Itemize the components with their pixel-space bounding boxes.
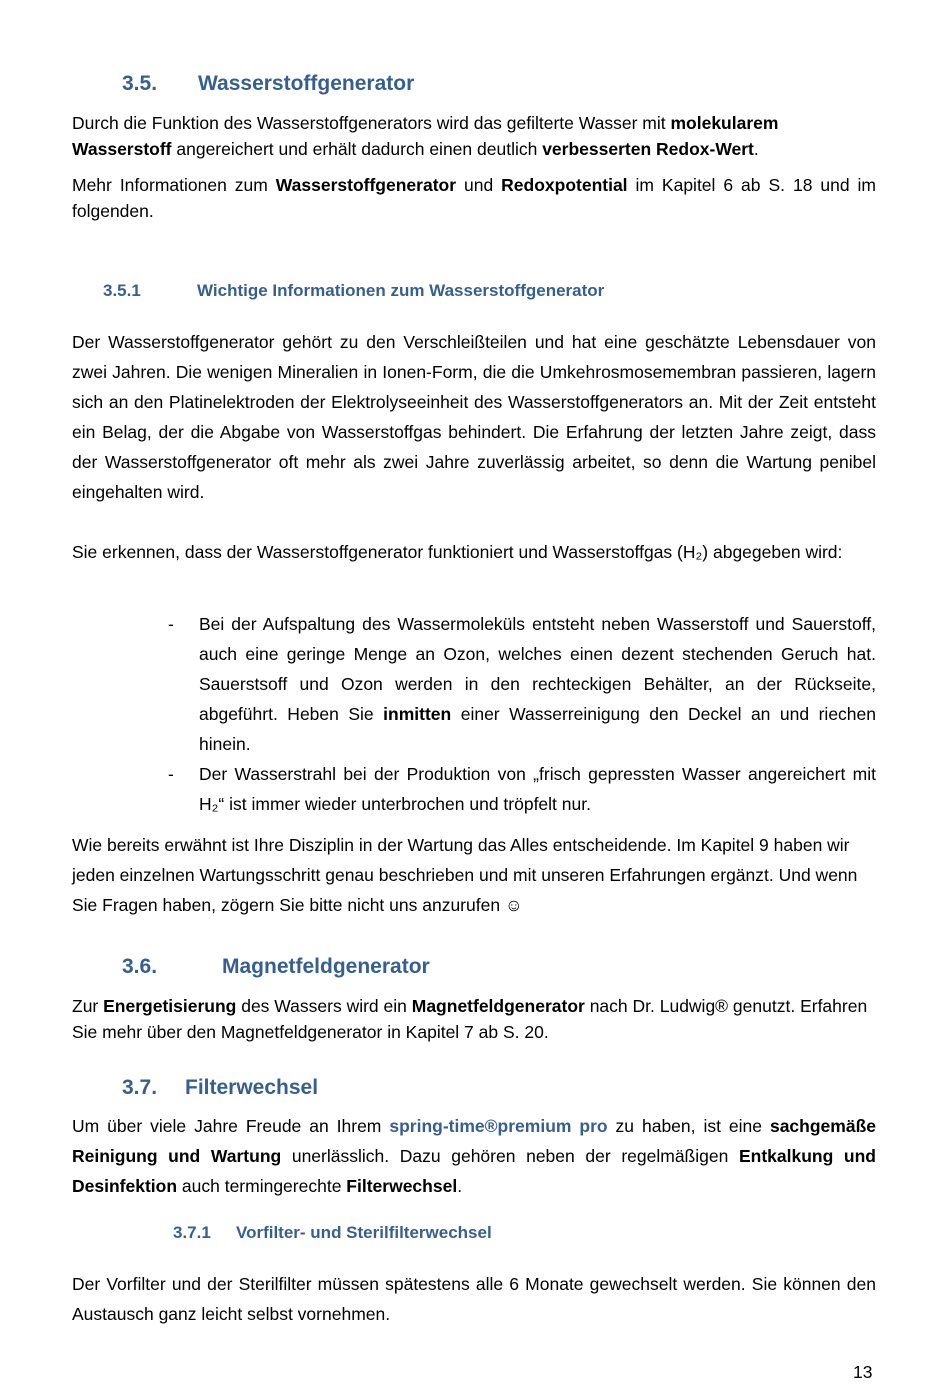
bullet-list: [168, 609, 876, 819]
paragraph-3-7-1-body: Der Vorfilter und der Sterilfilter müssen spätestens alle 6 Monate gewechselt werden. Sie können den Austausch ganz leicht selbst vornehmen.: [72, 1274, 876, 1324]
paragraph-3-5-1-discipline: Wie bereits erwähnt ist Ihre Disziplin in der Wartung das Alles entscheidende. Im Kapitel 9 haben wir jeden einzelnen Wartungsschritt genau beschrieben und mit unseren Erfahrungen ergänzt. Und wenn Sie Fragen haben, zögern Sie bitte nicht uns anzurufen ☺: [72, 835, 858, 915]
bold-run: sachgemäße Reinigung und Wartung: [72, 1116, 876, 1166]
text-run: Bei der Aufspaltung des Wassermoleküls entsteht neben Wasserstoff und Sauerstoff, auch eine geringe Menge an Ozon, welches einen dezent stechenden Geruch hat. Sauerstsoff und Ozon werden in den rechteckigen Behälter, an der Rückseite, abgeführt. Heben Sie: [199, 614, 876, 724]
text-run: im Kapitel 6 ab S. 18 und im folgenden.: [72, 175, 876, 221]
text-run: einer Wasserreinigung den Deckel an und riechen hinein.: [199, 704, 876, 754]
paragraph-3-5-more-info: [72, 172, 876, 224]
heading-3-5-1-number: 3.5.1: [103, 281, 141, 300]
paragraph-3-5-1-body: Der Wasserstoffgenerator gehört zu den Verschleißteilen und hat eine geschätzte Lebensdauer von zwei Jahren. Die wenigen Mineralien in Ionen-Form, die die Umkehrosmosemembran passieren, lagern sich an den Platinelektroden der Elektrolyseeinheit des Wasserstoffgenerators an. Mit der Zeit entsteht ein Belag, der die Abgabe von Wasserstoffgas behindert. Die Erfahrung der letzten Jahre zeigt, dass der Wasserstoffgenerator oft mehr als zwei Jahre zuverlässig arbeitet, so denn die Wartung penibel eingehalten wird.: [72, 332, 876, 502]
text-run: .: [457, 1176, 463, 1196]
heading-3-5: [122, 72, 414, 96]
heading-3-7-number: 3.7.: [122, 1076, 158, 1099]
paragraph-3-5-intro: [72, 110, 876, 162]
bold-run: Wasserstoffgenerator: [275, 175, 457, 195]
bold-run: molekularem Wasserstoff: [72, 113, 779, 159]
heading-3-6-title: Magnetfeldgenerator: [222, 955, 430, 978]
list-item: [168, 609, 876, 759]
heading-3-7: [122, 1076, 318, 1100]
text-run: unerlässlich. Dazu gehören neben der regelmäßigen: [281, 1146, 739, 1166]
text-run: Der Wasserstrahl bei der Produktion von „frisch gepressten Wasser angereichert mit H₂“ ist immer wieder unterbrochen und tröpfelt nur.: [199, 764, 876, 814]
text-run: .: [753, 139, 759, 159]
heading-3-5-title: Wasserstoffgenerator: [198, 72, 415, 95]
brand-name: spring-time®premium pro: [389, 1116, 608, 1136]
text-run: Zur: [72, 996, 104, 1016]
list-item: [168, 759, 876, 819]
page-number: 13: [853, 1362, 873, 1382]
text-run: des Wassers wird ein: [236, 996, 412, 1016]
bold-run: Entkalkung und Desinfektion: [72, 1146, 876, 1196]
paragraph-3-7-body: [72, 1111, 876, 1201]
bold-run: Redoxpotential: [501, 175, 628, 195]
text-run: und: [456, 175, 502, 195]
text-run: auch termingerechte: [177, 1176, 347, 1196]
paragraph-3-5-1-recognize: Sie erkennen, dass der Wasserstoffgenerator funktioniert und Wasserstoffgas (H₂) abgegeben wird:: [72, 542, 843, 562]
text-run: nach Dr. Ludwig® genutzt. Erfahren Sie mehr über den Magnetfeldgenerator in Kapitel 7 ab S. 20.: [72, 996, 868, 1042]
bold-run: Filterwechsel: [346, 1176, 458, 1196]
dash-bullet: -: [168, 614, 174, 634]
heading-3-6-number: 3.6.: [122, 955, 158, 978]
paragraph-3-6-body: [72, 993, 876, 1045]
text-run: Um über viele Jahre Freude an Ihrem: [72, 1116, 390, 1136]
heading-3-5-1: [103, 281, 604, 301]
text-run: angereichert und erhält dadurch einen deutlich: [171, 139, 543, 159]
heading-3-6: [122, 955, 430, 979]
heading-3-7-1: [173, 1223, 492, 1243]
bold-run: inmitten: [383, 704, 452, 724]
text-run: zu haben, ist eine: [607, 1116, 770, 1136]
text-run: Mehr Informationen zum: [72, 175, 276, 195]
bold-run: Magnetfeldgenerator: [411, 996, 585, 1016]
bold-run: Energetisierung: [103, 996, 237, 1016]
heading-3-5-number: 3.5.: [122, 72, 158, 95]
text-run: Durch die Funktion des Wasserstoffgenerators wird das gefilterte Wasser mit: [72, 113, 671, 133]
dash-bullet: -: [168, 764, 174, 784]
bold-run: verbesserten Redox-Wert: [542, 139, 754, 159]
heading-3-7-1-title: Vorfilter- und Sterilfilterwechsel: [236, 1223, 492, 1242]
heading-3-7-1-number: 3.7.1: [173, 1223, 211, 1242]
heading-3-7-title: Filterwechsel: [185, 1076, 319, 1099]
heading-3-5-1-title: Wichtige Informationen zum Wasserstoffgenerator: [197, 281, 605, 300]
